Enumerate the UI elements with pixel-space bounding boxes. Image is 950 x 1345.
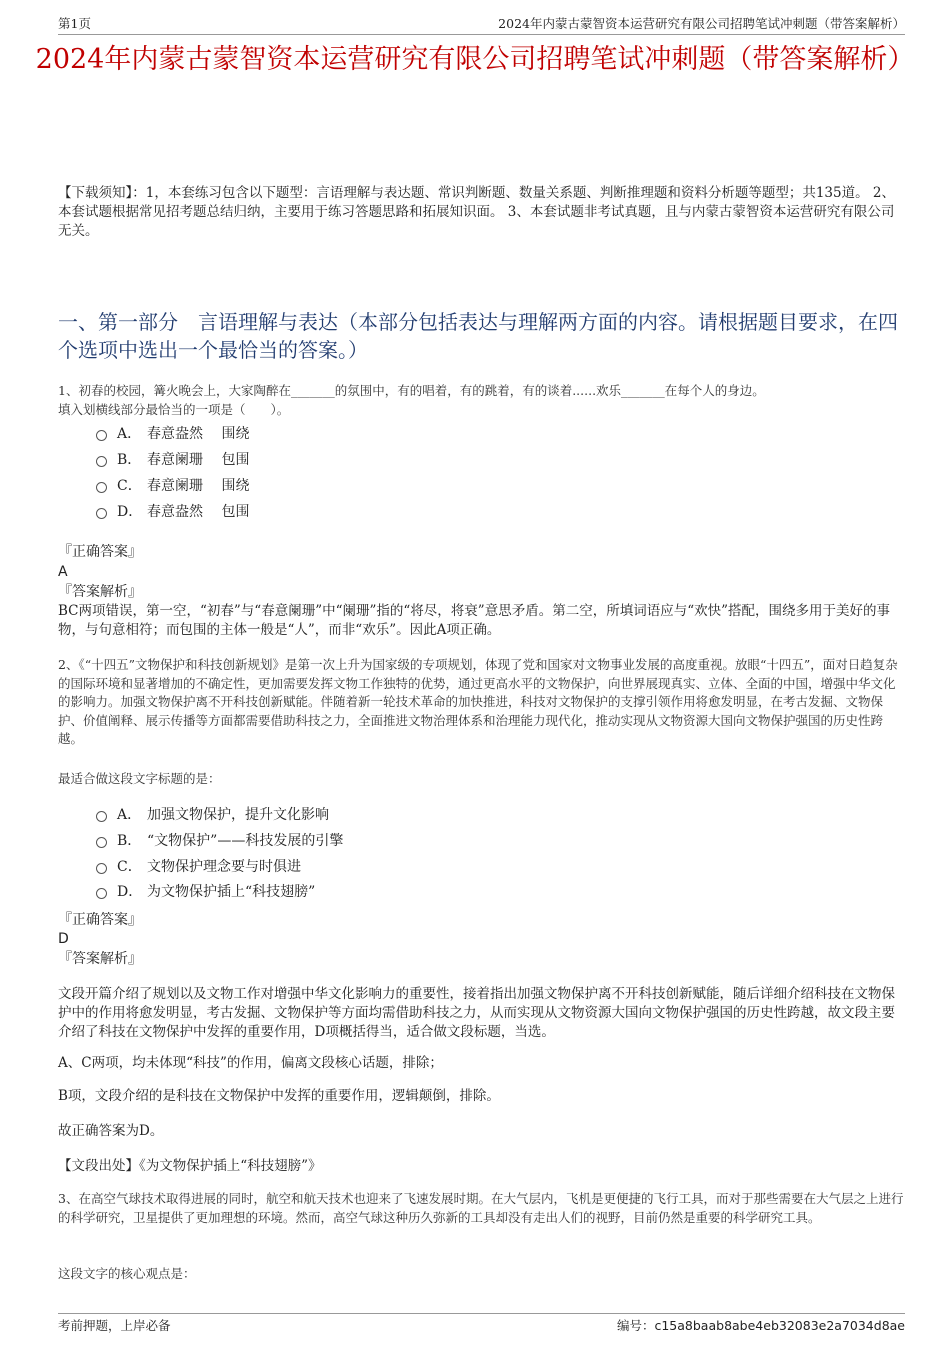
q2-analysis: 文段开篇介绍了规划以及文物工作对增强中华文化影响力的重要性，接着指出加强文物保护离不开科技创新赋能，随后详细介绍科技在文物保护中的作用将愈发明显，考古发掘、文物保护等方面均需借助科技之力，从而实现从文物资源大国向文物保护强国的历史性跨越，故文段主要介绍了科技在文物保护中发挥的重要作用，D项概括得当，适合做文段标题，当选。 [58,986,895,1040]
q3-ask: 这段文字的核心观点是： [58,1266,196,1281]
radio-icon[interactable] [96,456,107,467]
q2-analysis-2: A、C两项，均未体现“科技”的作用，偏离文段核心话题，排除； [58,1055,443,1071]
radio-icon[interactable] [96,508,107,519]
footer-id-label: 编号： [616,1318,655,1333]
download-notice: 【下载须知】：1，本套练习包含以下题型：言语理解与表达题、常识判断题、数量关系题、判断推理题和资料分析题等题型；共135道。 2、本套试题根据常见招考题总结归纳，主要用于练习答题思路和拓展知识面。 3、本套试题非考试真题，且与内蒙古蒙智资本运营研究有限公司无关。 [58,185,895,239]
q1-option-c[interactable]: C． 春意阑珊 围绕 [96,476,249,496]
radio-icon[interactable] [96,863,107,874]
radio-icon[interactable] [96,811,107,822]
q2-option-c[interactable]: C． 文物保护理念要与时俱进 [96,857,301,877]
q1-answer-label: 『正确答案』 [58,544,142,560]
q2-option-a[interactable]: A． 加强文物保护，提升文化影响 [96,805,329,825]
q2-option-b[interactable]: B． “文物保护”——科技发展的引擎 [96,831,343,851]
q1-option-b[interactable]: B． 春意阑珊 包围 [96,450,249,470]
q1-analysis: BC两项错误，第一空，“初春”与“春意阑珊”中“阑珊”指的“将尽，将衰”意思矛盾。第二空，所填词语应与“欢快”搭配，围绕多用于美好的事物，与句意相符；而包围的主体一般是“人”，而非“欢乐”。因此A项正确。 [58,603,891,638]
radio-icon[interactable] [96,837,107,848]
page-header [58,12,905,35]
radio-icon[interactable] [96,430,107,441]
q1-stem: 1、初春的校园，篝火晚会上，大家陶醉在_______的氛围中，有的唱着，有的跳着，有的谈着......欢乐_______在每个人的身边。 [58,383,765,398]
q2-source: 【文段出处】《为文物保护插上“科技翅膀”》 [58,1158,322,1174]
radio-icon[interactable] [96,888,107,899]
q1-answer: A [58,564,68,580]
q2-answer-label: 『正确答案』 [58,912,142,928]
q2-analysis-3: B项，文段介绍的是科技在文物保护中发挥的重要作用，逻辑颠倒，排除。 [58,1088,500,1104]
q2-option-d[interactable]: D． 为文物保护插上“科技翅膀” [96,882,315,902]
header-title: 2024年内蒙古蒙智资本运营研究有限公司招聘笔试冲刺题（带答案解析） [498,16,905,31]
q2-analysis-label: 『答案解析』 [58,951,142,967]
footer-slogan: 考前押题，上岸必备 [58,1318,171,1333]
q1-analysis-label: 『答案解析』 [58,584,142,600]
page-footer [58,1313,905,1334]
q2-answer: D [58,931,69,947]
q1-option-d[interactable]: D． 春意盎然 包围 [96,502,249,522]
section-title: 一、第一部分 言语理解与表达（本部分包括表达与理解两方面的内容。请根据题目要求，在四个选项中选出一个最恰当的答案。） [58,310,898,362]
q1-option-a[interactable]: A． 春意盎然 围绕 [96,424,249,444]
radio-icon[interactable] [96,482,107,493]
q2-stem: 2、《“十四五”文物保护和科技创新规划》是第一次上升为国家级的专项规划，体现了党和国家对文物事业发展的高度重视。放眼“十四五”，面对日趋复杂的国际环境和显著增加的不确定性，更加需要发挥文物工作独特的优势，通过更高水平的文物保护，向世界展现真实、立体、全面的中国，增强中华文化的影响力。加强文物保护离不开科技创新赋能。伴随着新一轮技术革命的加快推进，科技对文物保护的支撑引领作用将愈发明显，在考古发掘、文物保护、价值阐释、展示传播等方面都需要借助科技之力，全面推进文物治理体系和治理能力现代化，推动实现从文物资源大国向文物保护强国的历史性跨越。 [58,657,898,746]
q1-ask: 填入划横线部分最恰当的一项是（ ）。 [58,402,290,417]
q2-ask: 最适合做这段文字标题的是： [58,771,221,786]
page-number: 第1页 [58,16,91,31]
document-title: 2024年内蒙古蒙智资本运营研究有限公司招聘笔试冲刺题（带答案解析） [35,44,915,75]
q2-conclusion: 故正确答案为D。 [58,1123,164,1139]
footer-id [617,1316,905,1334]
q3-stem: 3、在高空气球技术取得进展的同时，航空和航天技术也迎来了飞速发展时期。在大气层内，飞机是更便捷的飞行工具，而对于那些需要在大气层之上进行的科学研究，卫星提供了更加理想的环境。然而，高空气球这种历久弥新的工具却没有走出人们的视野，目前仍然是重要的科学研究工具。 [58,1191,904,1225]
footer-id-code: c15a8baab8abe4eb32083e2a7034d8ae [654,1318,905,1333]
